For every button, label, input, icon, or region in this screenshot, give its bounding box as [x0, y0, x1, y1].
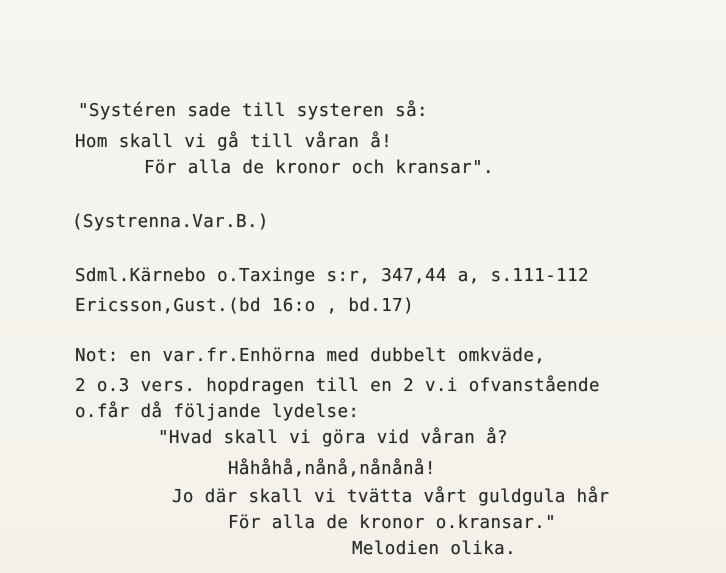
note-line-2: 2 o.3 vers. hopdragen till en 2 v.i ofvanstående	[75, 376, 600, 396]
text-line-3: För alla de kronor och kransar".	[144, 158, 494, 178]
location-line: Sdml.Kärnebo o.Taxinge s:r, 347,44 a, s.111-112	[75, 266, 589, 286]
verse-line-4: För alla de kronor o.kransar."	[228, 513, 557, 533]
verse-line-1: "Hvad skall vi göra vid våran å?	[158, 428, 508, 448]
verse-line-2: Håhåhå,nånå,nånånå!	[228, 459, 436, 479]
note-line-3: o.får då följande lydelse:	[75, 402, 360, 422]
text-line-1: "Systéren sade till systeren så:	[78, 101, 428, 121]
collector-line: Ericsson,Gust.(bd 16:o , bd.17)	[75, 296, 415, 316]
melody-note: Melodien olika.	[352, 539, 517, 559]
text-line-2: Hom skall vi gå till våran å!	[75, 132, 393, 152]
source-reference: (Systrenna.Var.B.)	[72, 212, 269, 232]
verse-line-3: Jo där skall vi tvätta vårt guldgula hår	[172, 487, 610, 507]
note-line-1: Not: en var.fr.Enhörna med dubbelt omkväde,	[75, 346, 546, 366]
